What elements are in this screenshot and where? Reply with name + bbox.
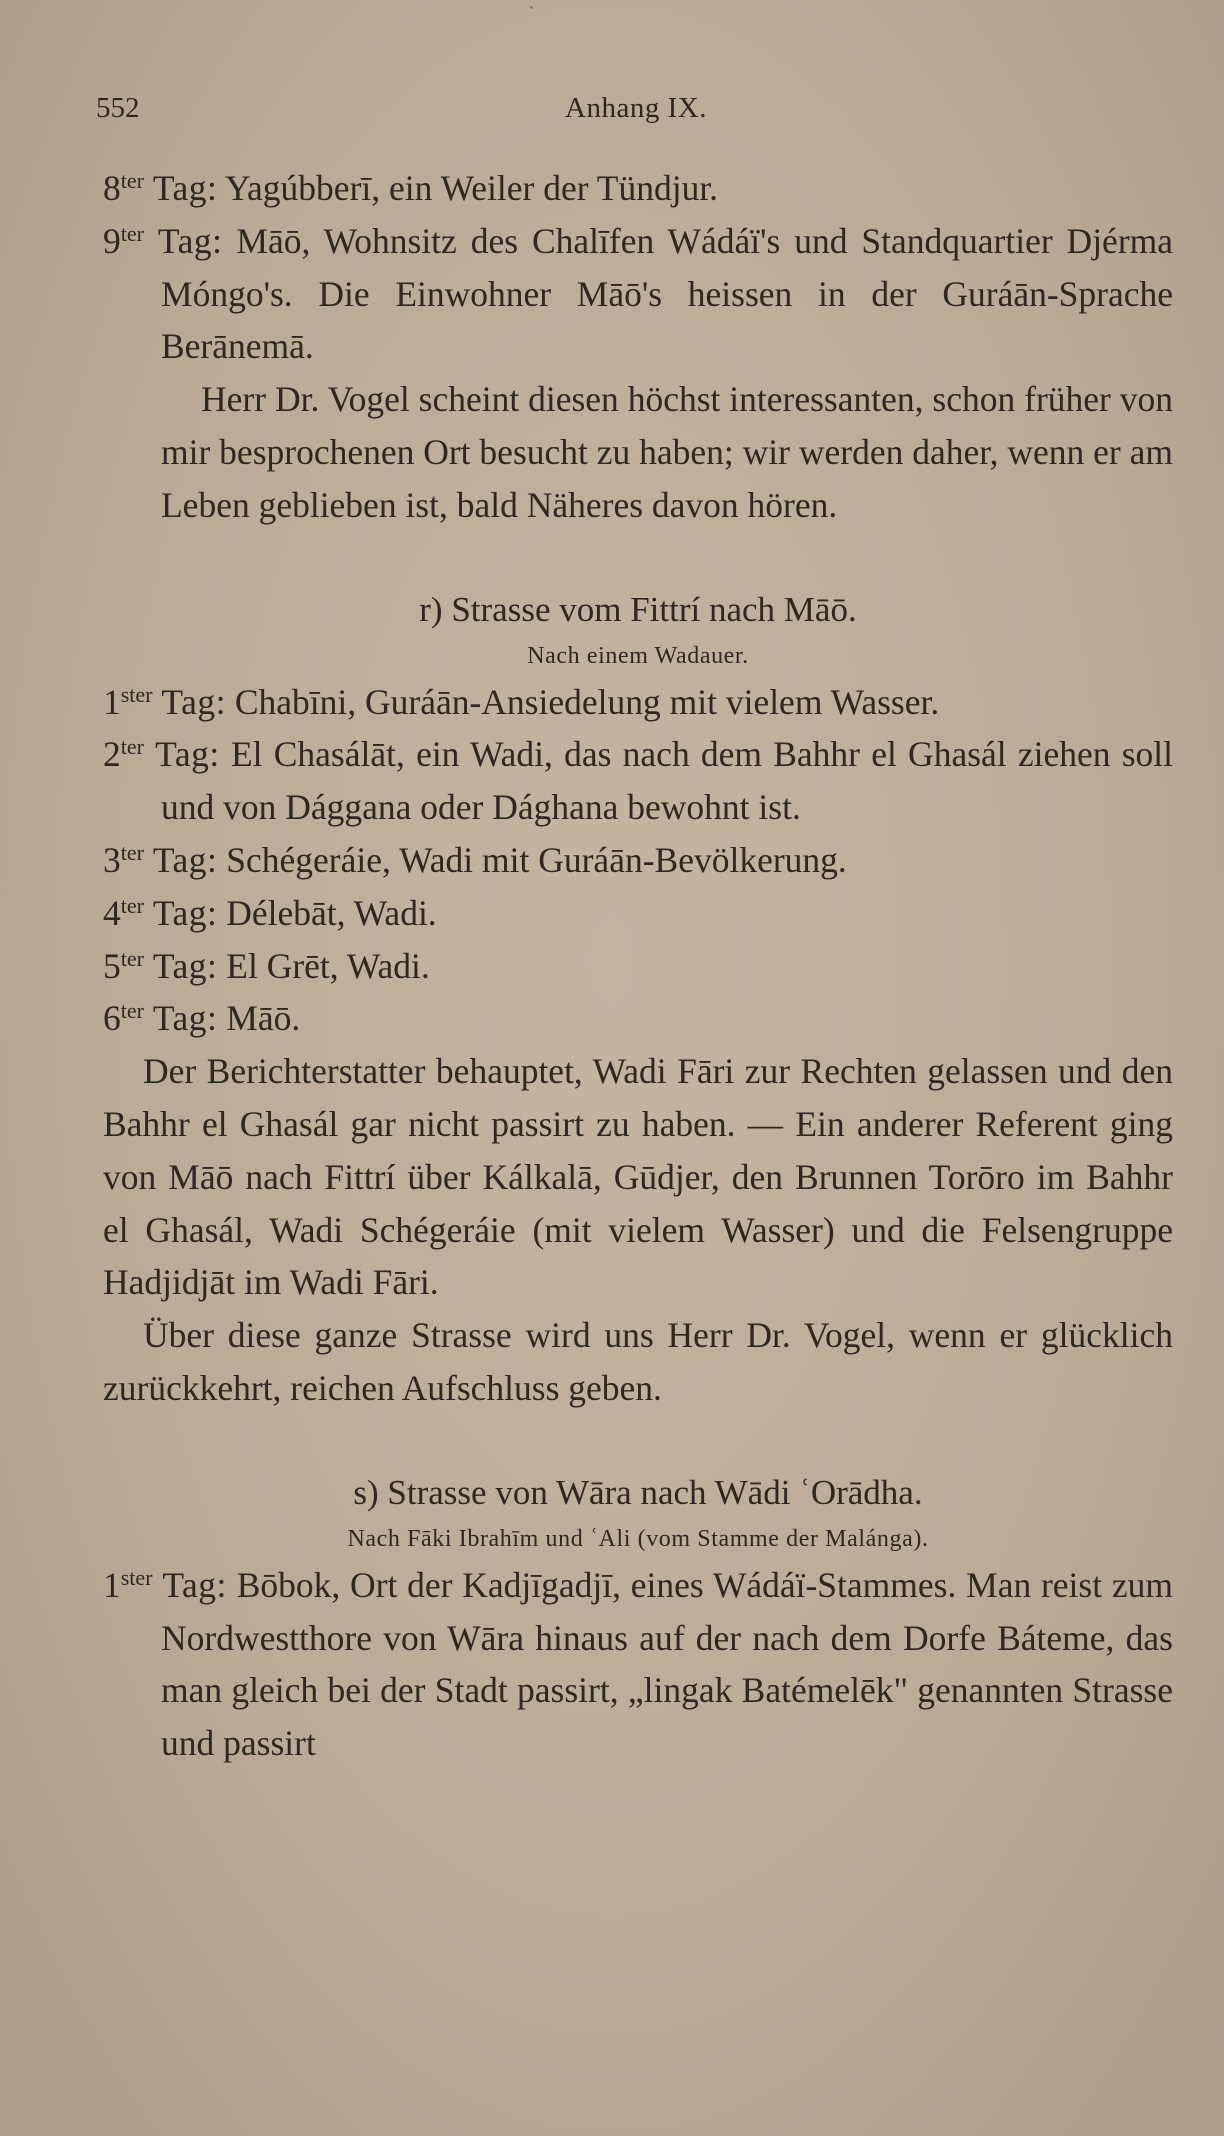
entry-text: Yagúbberī, ein Weiler der Tündjur. [224, 168, 719, 208]
itinerary-entry [103, 940, 1173, 993]
entry-text: Māō, Wohnsitz des Chalīfen Wádáï's und Standquartier Djérma Móngo's. Die Einwohner Māō's heissen in der Guráān-Sprache Berānemā. [161, 220, 1174, 367]
entry-ordinal-suffix: ster [120, 681, 153, 707]
itinerary-entry [103, 992, 1173, 1045]
entry-ordinal: 1 [103, 681, 121, 722]
entry-ordinal: 8 [103, 168, 121, 208]
body-paragraph: Der Berichterstatter behauptet, Wadi Fāri zur Rechten gelassen und den Bahhr el Ghasál gar nicht passirt zu haben. — Ein anderer Referent ging von Māō nach Fittrí über Kálkalā, Gūdjer, den Brunnen Torōro im Bahhr el Ghasál, Wadi Schégeráie (mit vielem Wasser) und die Felsengruppe Hadjidjāt im Wadi Fāri. [103, 1051, 1173, 1303]
page-header [96, 92, 1176, 132]
itinerary-entry [103, 834, 1173, 887]
itinerary-entry [103, 162, 1173, 215]
entry-day-label: Tag: [152, 168, 218, 208]
section-s-title: s) Strasse von Wāra nach Wādi ʿOrādha. [353, 1472, 923, 1512]
entry-text: Schégeráie, Wadi mit Guráān-Bevölkerung. [226, 839, 847, 880]
entry-ordinal-suffix: ter [120, 839, 144, 865]
entry-ordinal-suffix: ter [120, 945, 144, 971]
entry-text: Bōbok, Ort der Kadjīgadjī, eines Wádáï-Stammes. Man reist zum Nordwestthore von Wāra hinaus auf der nach dem Dorfe Báteme, das man gleich bei der Stadt passirt, „lingak Batémelēk" genannten Strasse und passirt [161, 1564, 1174, 1764]
entry-ordinal: 6 [103, 998, 121, 1039]
entry-ordinal: 4 [103, 892, 121, 933]
entry-ordinal: 5 [103, 945, 121, 986]
body-text [103, 162, 1173, 1770]
entry-text: El Chasálāt, ein Wadi, das nach dem Bahhr el Ghasál ziehen soll und von Dággana oder Dághana bewohnt ist. [161, 734, 1173, 828]
itinerary-entry [103, 676, 1173, 729]
running-title: Anhang IX. [565, 92, 707, 124]
section-s-subtitle: Nach Fāki Ibrahīm und ʿAli (vom Stamme der Malánga). [347, 1525, 929, 1552]
entry-ordinal-suffix: ter [120, 734, 144, 760]
entry-text: Chabīni, Guráān-Ansiedelung mit vielem Wasser. [234, 681, 940, 722]
note-paragraph: Herr Dr. Vogel scheint diesen höchst interessanten, schon früher von mir besprochenen Ort besucht zu haben; wir werden daher, wenn er am Leben geblieben ist, bald Näheres davon hören. [161, 379, 1173, 525]
entry-day-label: Tag: [162, 1564, 227, 1605]
body-paragraph: Über diese ganze Strasse wird uns Herr Dr. Vogel, wenn er glücklich zurückkehrt, reichen Aufschluss geben. [103, 1315, 1173, 1408]
entry-day-label: Tag: [152, 998, 218, 1039]
entry-day-label: Tag: [152, 839, 218, 880]
entry-ordinal: 3 [103, 839, 121, 880]
entry-text: El Grēt, Wadi. [226, 945, 430, 986]
entry-day-label: Tag: [161, 681, 226, 722]
entry-ordinal-suffix: ter [120, 892, 144, 918]
entry-ordinal-suffix: ster [120, 1564, 153, 1590]
entry-day-label: Tag: [152, 945, 218, 986]
section-r-title: r) Strasse vom Fittrí nach Māō. [419, 589, 857, 629]
entry-ordinal: 1 [103, 1564, 121, 1605]
entry-ordinal-suffix: ter [120, 168, 144, 193]
entry-day-label: Tag: [155, 734, 220, 775]
itinerary-entry [103, 1559, 1173, 1770]
itinerary-entry [103, 887, 1173, 940]
section-r-subtitle: Nach einem Wadauer. [527, 642, 749, 669]
entry-ordinal-suffix: ter [120, 220, 144, 246]
entry-text: Māō. [226, 998, 301, 1039]
entry-ordinal: 9 [103, 220, 121, 261]
paper-speck [530, 6, 533, 9]
entry-ordinal: 2 [103, 734, 121, 775]
itinerary-entry [103, 728, 1173, 834]
itinerary-entry [103, 215, 1173, 373]
entry-day-label: Tag: [157, 220, 223, 261]
page-number: 552 [96, 92, 140, 124]
entry-text: Délebāt, Wadi. [226, 892, 437, 933]
entry-day-label: Tag: [152, 892, 218, 933]
entry-ordinal-suffix: ter [120, 998, 144, 1024]
